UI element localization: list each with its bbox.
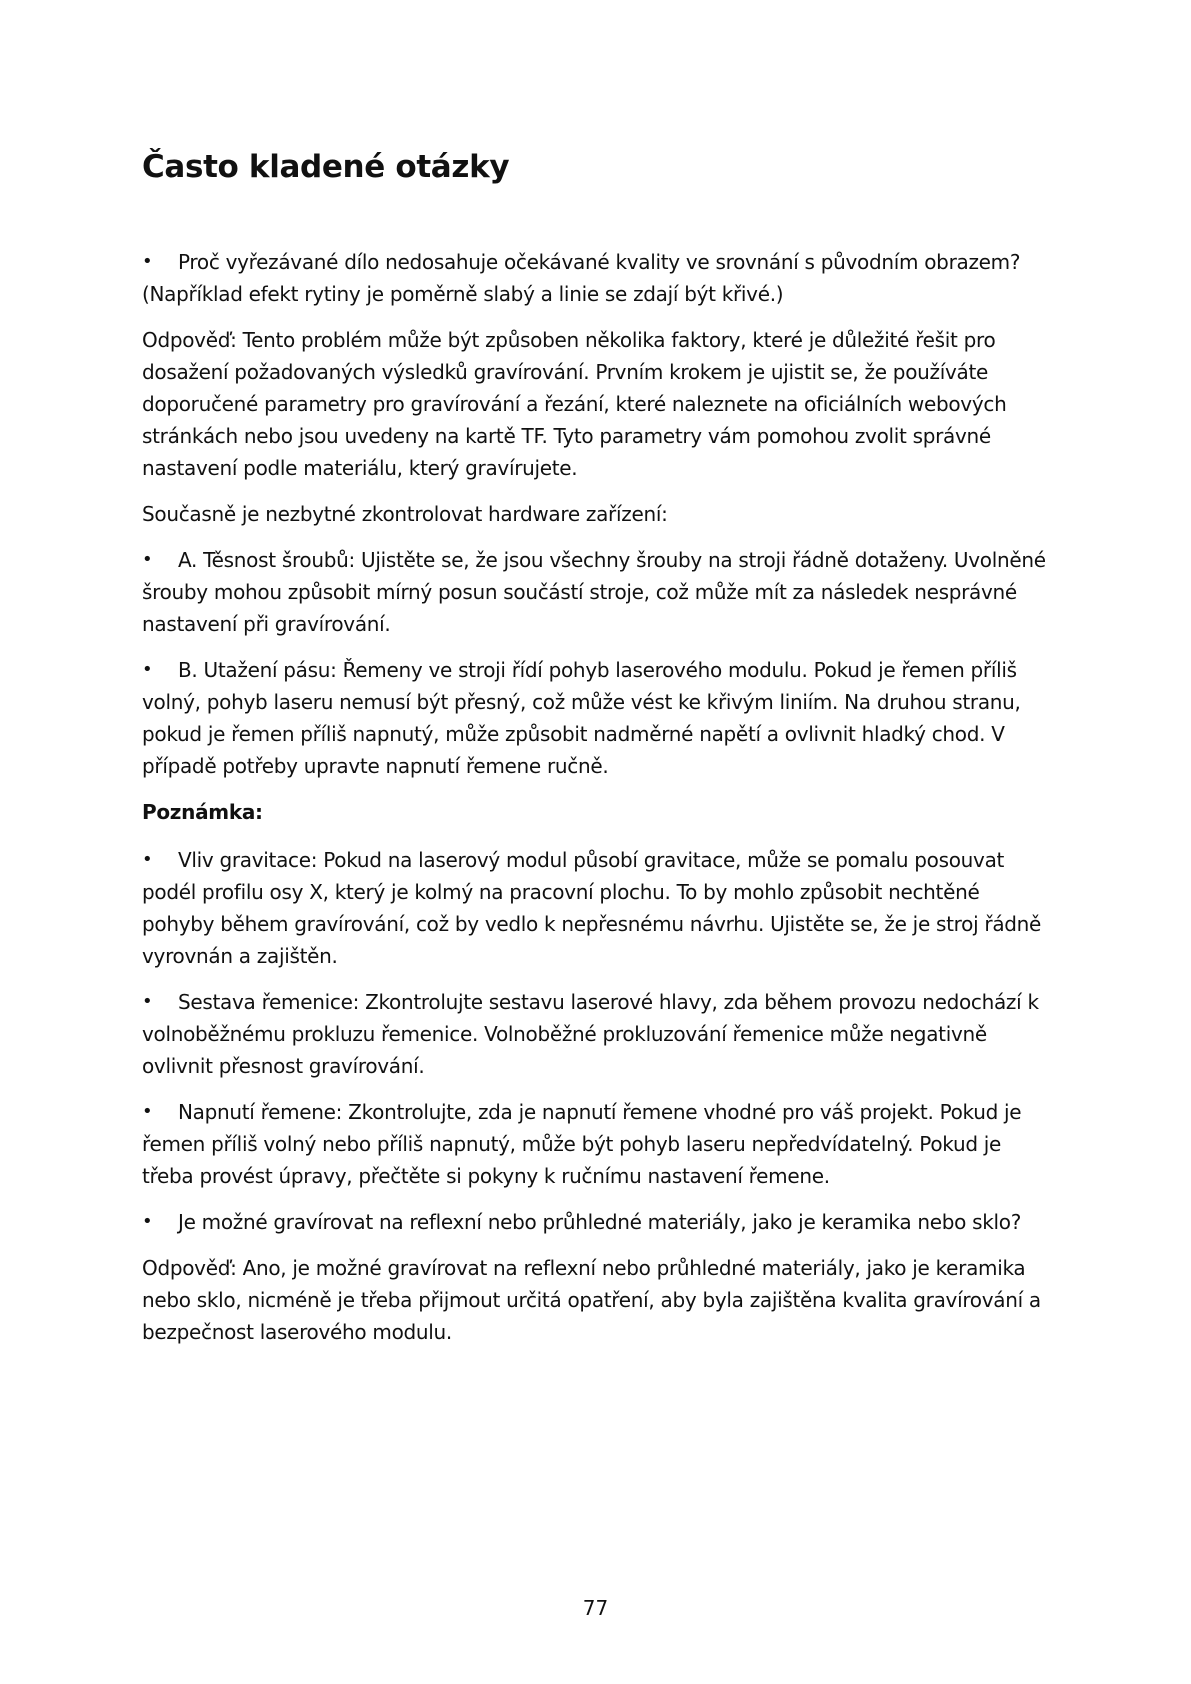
page-content [142, 140, 1052, 1362]
bullet-icon: • [142, 849, 153, 870]
hardware-check-intro: Současně je nezbytné zkontrolovat hardware zařízení: [142, 502, 668, 526]
hardware-belt-tension-text: B. Utažení pásu: Řemeny ve stroji řídí pohyb laserového modulu. Pokud je řemen příliš volný, pohyb laseru nemusí být přesný, což může vést ke křivým liniím. Na druhou stranu, pokud je řemen příliš napnutý, může způsobit nadměrné napětí a ovlivnit hladký chod. V případě potřeby upravte napnutí řemene ručně. [142, 658, 1021, 778]
bullet-icon: • [142, 1211, 153, 1232]
faq-answer-2: Odpověď: Ano, je možné gravírovat na reflexní nebo průhledné materiály, jako je keramika nebo sklo, nicméně je třeba přijmout určitá opatření, aby byla zajištěna kvalita gravírování a bezpečnost laserového modulu. [142, 1256, 1041, 1344]
bullet-icon: • [142, 991, 153, 1012]
note-gravity-effect [142, 844, 1052, 972]
bullet-icon: • [142, 251, 153, 272]
faq-question-2-text: Je možné gravírovat na reflexní nebo průhledné materiály, jako je keramika nebo sklo? [178, 1210, 1022, 1234]
note-belt-tension-text: Napnutí řemene: Zkontrolujte, zda je napnutí řemene vhodné pro váš projekt. Pokud je řemen příliš volný nebo příliš napnutý, může být pohyb laseru nepředvídatelný. Pokud je třeba provést úpravy, přečtěte si pokyny k ručnímu nastavení řemene. [142, 1100, 1022, 1188]
faq-question-1-text: Proč vyřezávané dílo nedosahuje očekávané kvality ve srovnání s původním obrazem? (Například efekt rytiny je poměrně slabý a linie se zdají být křivé.) [142, 250, 1021, 306]
note-pulley-assembly [142, 986, 1052, 1082]
bullet-icon: • [142, 659, 153, 680]
hardware-screw-tightness [142, 544, 1052, 640]
page-number: 77 [582, 1596, 609, 1620]
note-heading: Poznámka: [142, 800, 263, 824]
page-title: Často kladené otázky [142, 149, 510, 185]
hardware-screw-tightness-text: A. Těsnost šroubů: Ujistěte se, že jsou všechny šrouby na stroji řádně dotaženy. Uvolněné šrouby mohou způsobit mírný posun součástí stroje, což může mít za následek nesprávné nastavení při gravírování. [142, 548, 1046, 636]
bullet-icon: • [142, 549, 153, 570]
faq-answer-1: Odpověď: Tento problém může být způsoben několika faktory, které je důležité řešit pro dosažení požadovaných výsledků gravírování. Prvním krokem je ujistit se, že používáte doporučené parametry pro gravírování a řezání, které naleznete na oficiálních webových stránkách nebo jsou uvedeny na kartě TF. Tyto parametry vám pomohou zvolit správné nastavení podle materiálu, který gravírujete. [142, 328, 1007, 480]
note-gravity-effect-text: Vliv gravitace: Pokud na laserový modul působí gravitace, může se pomalu posouvat podél profilu osy X, který je kolmý na pracovní plochu. To by mohlo způsobit nechtěné pohyby během gravírování, což by vedlo k nepřesnému návrhu. Ujistěte se, že je stroj řádně vyrovnán a zajištěn. [142, 848, 1042, 968]
note-pulley-assembly-text: Sestava řemenice: Zkontrolujte sestavu laserové hlavy, zda během provozu nedochází k volnoběžnému prokluzu řemenice. Volnoběžné prokluzování řemenice může negativně ovlivnit přesnost gravírování. [142, 990, 1039, 1078]
bullet-icon: • [142, 1101, 153, 1122]
faq-question-1 [142, 246, 1052, 310]
faq-question-2 [142, 1206, 1052, 1238]
note-belt-tension [142, 1096, 1052, 1192]
hardware-belt-tension [142, 654, 1052, 782]
